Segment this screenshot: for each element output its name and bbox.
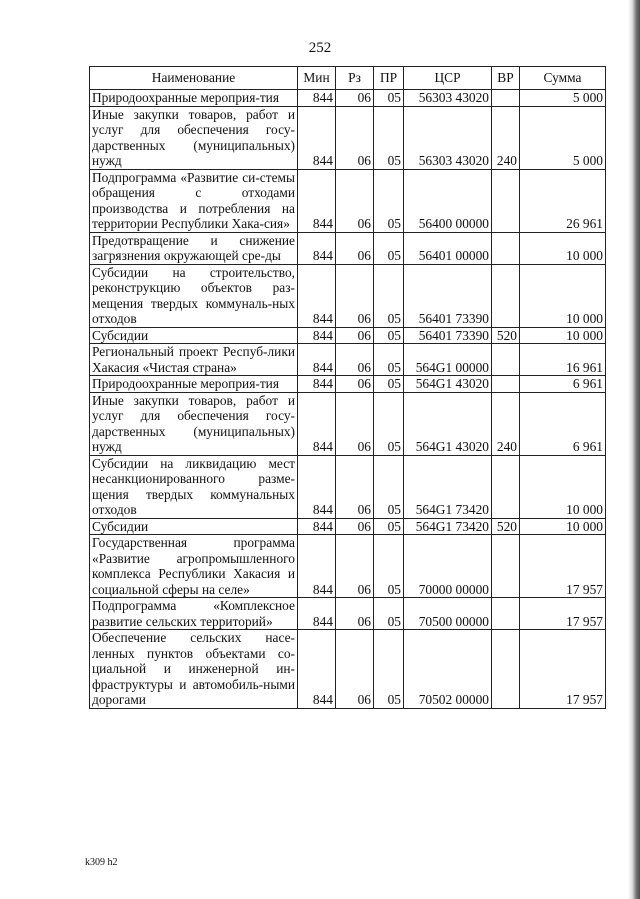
row-csr-cell: 56303 43020 <box>404 106 492 169</box>
row-vr-cell <box>492 90 520 107</box>
row-rz-cell: 06 <box>336 455 374 518</box>
row-min-cell: 844 <box>298 169 336 232</box>
row-csr-cell: 56401 00000 <box>404 232 492 264</box>
row-name-cell: Природоохранные мероприя-тия <box>90 376 298 393</box>
row-name-cell: Субсидии на строительство, реконструкцию объектов раз-мещения твердых коммуналь-ных отходов <box>90 264 298 327</box>
row-pr-cell: 05 <box>374 392 404 455</box>
row-min-cell: 844 <box>298 455 336 518</box>
row-min-cell: 844 <box>298 630 336 709</box>
row-name-cell: Региональный проект Респуб-лики Хакасия «Чистая страна» <box>90 344 298 376</box>
row-min-cell: 844 <box>298 392 336 455</box>
row-name-cell: Природоохранные мероприя-тия <box>90 90 298 107</box>
row-rz-cell: 06 <box>336 392 374 455</box>
row-pr-cell: 05 <box>374 630 404 709</box>
row-csr-cell: 56401 73390 <box>404 264 492 327</box>
table-row <box>90 392 606 455</box>
row-sum-cell: 17 957 <box>520 535 606 598</box>
row-pr-cell: 05 <box>374 518 404 535</box>
table-row <box>90 169 606 232</box>
row-name-cell: Обеспечение сельских насе-ленных пунктов объектами со-циальной и инженерной ин-фраструктуры и автомобиль-ными дорогами <box>90 630 298 709</box>
row-pr-cell: 05 <box>374 455 404 518</box>
budget-table <box>89 66 606 709</box>
row-sum-cell: 5 000 <box>520 106 606 169</box>
column-header-rz: Рз <box>336 67 374 90</box>
row-csr-cell: 56400 00000 <box>404 169 492 232</box>
row-name-cell: Субсидии <box>90 327 298 344</box>
table-row <box>90 344 606 376</box>
table-row <box>90 598 606 630</box>
row-csr-cell: 564G1 73420 <box>404 455 492 518</box>
row-vr-cell: 240 <box>492 106 520 169</box>
row-sum-cell: 10 000 <box>520 264 606 327</box>
row-vr-cell <box>492 169 520 232</box>
row-vr-cell: 240 <box>492 392 520 455</box>
row-min-cell: 844 <box>298 598 336 630</box>
row-sum-cell: 5 000 <box>520 90 606 107</box>
table-row <box>90 630 606 709</box>
table-row <box>90 232 606 264</box>
row-vr-cell <box>492 535 520 598</box>
row-rz-cell: 06 <box>336 264 374 327</box>
row-pr-cell: 05 <box>374 535 404 598</box>
row-pr-cell: 05 <box>374 344 404 376</box>
row-rz-cell: 06 <box>336 90 374 107</box>
column-header-pr: ПР <box>374 67 404 90</box>
row-rz-cell: 06 <box>336 327 374 344</box>
row-pr-cell: 05 <box>374 169 404 232</box>
row-sum-cell: 10 000 <box>520 518 606 535</box>
row-csr-cell: 70502 00000 <box>404 630 492 709</box>
row-sum-cell: 6 961 <box>520 376 606 393</box>
row-min-cell: 844 <box>298 232 336 264</box>
row-csr-cell: 564G1 43020 <box>404 376 492 393</box>
row-vr-cell <box>492 630 520 709</box>
table-row <box>90 106 606 169</box>
row-min-cell: 844 <box>298 264 336 327</box>
footer-code: k309 h2 <box>85 857 118 868</box>
row-pr-cell: 05 <box>374 598 404 630</box>
row-min-cell: 844 <box>298 376 336 393</box>
row-name-cell: Государственная программа «Развитие агропромышленного комплекса Республики Хакасия и социальной сферы на селе» <box>90 535 298 598</box>
scan-shadow-edge <box>628 0 640 899</box>
row-sum-cell: 17 957 <box>520 630 606 709</box>
row-sum-cell: 10 000 <box>520 232 606 264</box>
row-csr-cell: 56303 43020 <box>404 90 492 107</box>
row-sum-cell: 26 961 <box>520 169 606 232</box>
row-sum-cell: 6 961 <box>520 392 606 455</box>
row-name-cell: Иные закупки товаров, работ и услуг для обеспечения госу-дарственных (муниципальных) нужд <box>90 106 298 169</box>
row-csr-cell: 564G1 73420 <box>404 518 492 535</box>
row-name-cell: Субсидии на ликвидацию мест несанкционированного разме-щения твердых коммунальных отходов <box>90 455 298 518</box>
row-min-cell: 844 <box>298 106 336 169</box>
table-row <box>90 327 606 344</box>
row-name-cell: Иные закупки товаров, работ и услуг для обеспечения госу-дарственных (муниципальных) нужд <box>90 392 298 455</box>
row-min-cell: 844 <box>298 344 336 376</box>
row-rz-cell: 06 <box>336 630 374 709</box>
row-rz-cell: 06 <box>336 169 374 232</box>
row-pr-cell: 05 <box>374 264 404 327</box>
column-header-min: Мин <box>298 67 336 90</box>
row-pr-cell: 05 <box>374 376 404 393</box>
row-pr-cell: 05 <box>374 327 404 344</box>
table-row <box>90 90 606 107</box>
row-pr-cell: 05 <box>374 90 404 107</box>
row-rz-cell: 06 <box>336 598 374 630</box>
row-min-cell: 844 <box>298 90 336 107</box>
table-row <box>90 455 606 518</box>
row-min-cell: 844 <box>298 518 336 535</box>
row-vr-cell <box>492 598 520 630</box>
row-pr-cell: 05 <box>374 106 404 169</box>
row-rz-cell: 06 <box>336 106 374 169</box>
row-vr-cell <box>492 232 520 264</box>
row-csr-cell: 564G1 00000 <box>404 344 492 376</box>
row-rz-cell: 06 <box>336 518 374 535</box>
row-name-cell: Субсидии <box>90 518 298 535</box>
table-row <box>90 518 606 535</box>
row-name-cell: Предотвращение и снижение загрязнения окружающей сре-ды <box>90 232 298 264</box>
row-name-cell: Подпрограмма «Развитие си-стемы обращения с отходами производства и потребления на территории Республики Хака-сия» <box>90 169 298 232</box>
row-rz-cell: 06 <box>336 535 374 598</box>
row-vr-cell <box>492 376 520 393</box>
row-rz-cell: 06 <box>336 232 374 264</box>
row-csr-cell: 70000 00000 <box>404 535 492 598</box>
column-header-sum: Сумма <box>520 67 606 90</box>
row-pr-cell: 05 <box>374 232 404 264</box>
row-vr-cell <box>492 455 520 518</box>
row-vr-cell <box>492 264 520 327</box>
column-header-csr: ЦСР <box>404 67 492 90</box>
column-header-name: Наименование <box>90 67 298 90</box>
row-rz-cell: 06 <box>336 376 374 393</box>
table-row <box>90 376 606 393</box>
page-number: 252 <box>308 40 332 56</box>
column-header-vr: ВР <box>492 67 520 90</box>
row-vr-cell: 520 <box>492 518 520 535</box>
row-csr-cell: 70500 00000 <box>404 598 492 630</box>
row-min-cell: 844 <box>298 535 336 598</box>
row-vr-cell <box>492 344 520 376</box>
row-name-cell: Подпрограмма «Комплексное развитие сельских территорий» <box>90 598 298 630</box>
row-sum-cell: 16 961 <box>520 344 606 376</box>
row-min-cell: 844 <box>298 327 336 344</box>
row-sum-cell: 10 000 <box>520 327 606 344</box>
row-csr-cell: 564G1 43020 <box>404 392 492 455</box>
row-sum-cell: 17 957 <box>520 598 606 630</box>
table-row <box>90 264 606 327</box>
row-sum-cell: 10 000 <box>520 455 606 518</box>
row-csr-cell: 56401 73390 <box>404 327 492 344</box>
row-rz-cell: 06 <box>336 344 374 376</box>
table-header-row <box>90 67 606 90</box>
table-row <box>90 535 606 598</box>
row-vr-cell: 520 <box>492 327 520 344</box>
